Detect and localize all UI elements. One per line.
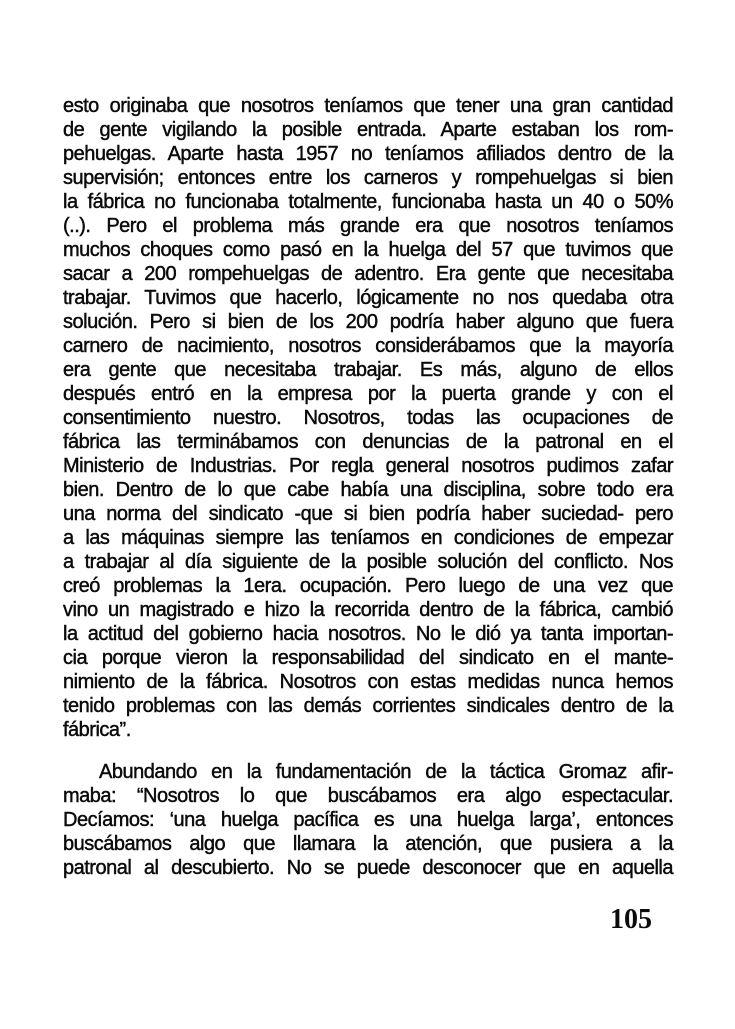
text-line: cia porque vieron la responsabilidad del sindicato en el mante- — [63, 647, 673, 669]
text-line: tenido problemas con las demás corrientes sindicales dentro de la — [63, 695, 673, 717]
text-line: la actitud del gobierno hacia nosotros. No le dió ya tanta importan- — [63, 623, 673, 645]
text-line: a las máquinas siempre las teníamos en condiciones de empezar — [63, 527, 673, 549]
text-line: una norma del sindicato -que si bien podría haber suciedad- pero — [63, 503, 673, 525]
text-line: era gente que necesitaba trabajar. Es más, alguno de ellos — [63, 359, 673, 381]
text-line: bien. Dentro de lo que cabe había una disciplina, sobre todo era — [63, 479, 673, 501]
text-line: esto originaba que nosotros teníamos que tener una gran cantidad — [63, 95, 673, 117]
text-line: solución. Pero si bien de los 200 podría haber alguno que fuera — [63, 311, 673, 333]
text-line: Decíamos: ‘una huelga pacífica es una huelga larga’, entonces — [63, 809, 673, 831]
text-line: carnero de nacimiento, nosotros considerábamos que la mayoría — [63, 335, 673, 357]
text-line: vino un magistrado e hizo la recorrida dentro de la fábrica, cambió — [63, 599, 673, 621]
text-line: maba: “Nosotros lo que buscábamos era algo espectacular. — [63, 785, 673, 807]
text-line: patronal al descubierto. No se puede desconocer que en aquella — [63, 857, 673, 879]
text-line: fábrica”. — [63, 719, 131, 741]
text-line: muchos choques como pasó en la huelga del 57 que tuvimos que — [63, 239, 673, 261]
page-number: 105 — [610, 904, 652, 935]
paragraph — [63, 760, 673, 880]
text-line: consentimiento nuestro. Nosotros, todas las ocupaciones de — [63, 407, 673, 429]
body-text — [63, 94, 673, 880]
text-line: Abundando en la fundamentación de la táctica Gromaz afir- — [99, 761, 673, 783]
text-line: sacar a 200 rompehuelgas de adentro. Era gente que necesitaba — [63, 263, 673, 285]
text-line: trabajar. Tuvimos que hacerlo, lógicamente no nos quedaba otra — [63, 287, 673, 309]
text-line: supervisión; entonces entre los carneros y rompehuelgas si bien — [63, 167, 673, 189]
text-line: de gente vigilando la posible entrada. Aparte estaban los rom- — [63, 119, 673, 141]
paragraph — [63, 94, 673, 742]
text-line: nimiento de la fábrica. Nosotros con estas medidas nunca hemos — [63, 671, 673, 693]
text-line: pehuelgas. Aparte hasta 1957 no teníamos afiliados dentro de la — [63, 143, 673, 165]
text-line: después entró en la empresa por la puerta grande y con el — [63, 383, 673, 405]
text-line: fábrica las terminábamos con denuncias de la patronal en el — [63, 431, 673, 453]
text-line: la fábrica no funcionaba totalmente, funcionaba hasta un 40 o 50% — [63, 191, 673, 213]
text-line: buscábamos algo que llamara la atención, que pusiera a la — [63, 833, 673, 855]
text-line: (..). Pero el problema más grande era que nosotros teníamos — [63, 215, 673, 237]
text-line: creó problemas la 1era. ocupación. Pero luego de una vez que — [63, 575, 673, 597]
text-line: a trabajar al día siguiente de la posible solución del conflicto. Nos — [63, 551, 673, 573]
text-line: Ministerio de Industrias. Por regla general nosotros pudimos zafar — [63, 455, 673, 477]
